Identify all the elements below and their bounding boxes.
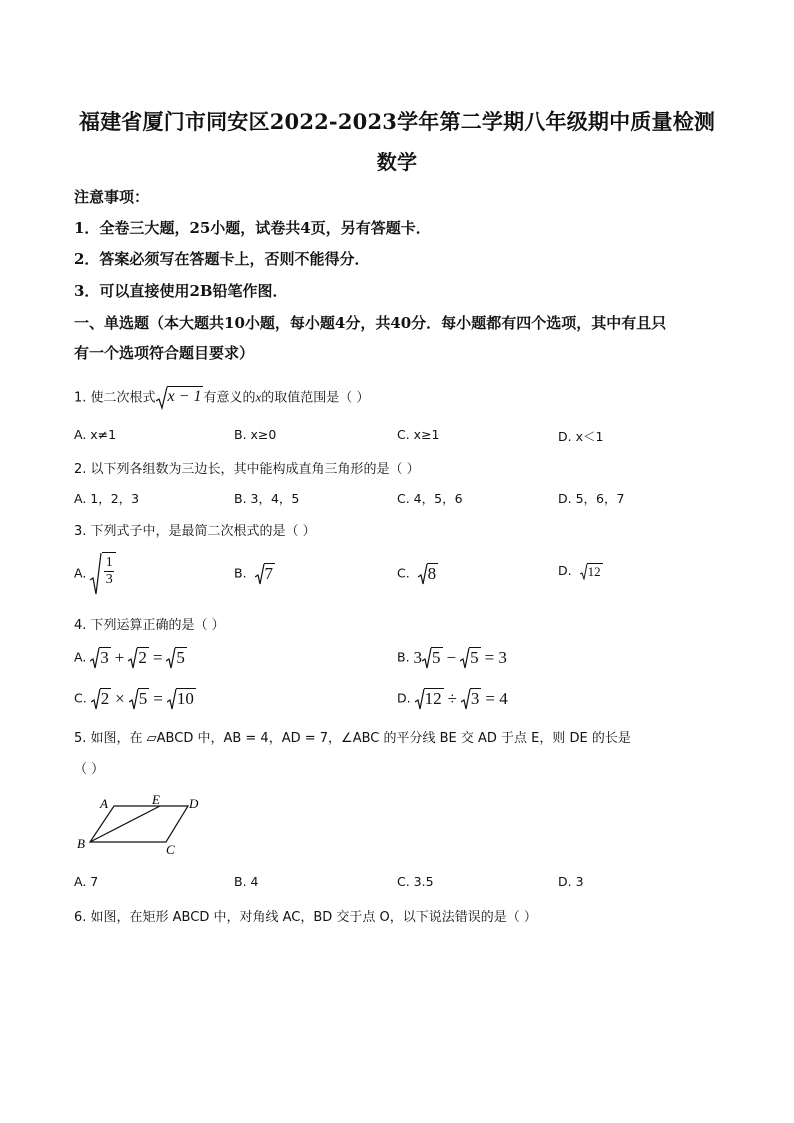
- q3-option-c: C. 8: [397, 564, 437, 583]
- q1-option-a: A. x≠1: [74, 427, 117, 442]
- q5-option-d: D. 3: [558, 874, 584, 889]
- q1-suffix-a: 有意义的: [203, 390, 256, 406]
- label-a: A: [100, 796, 108, 811]
- notes-heading: 注意事项：: [74, 188, 150, 206]
- q1-suffix-b: 的取值范围是（ ）: [261, 390, 370, 406]
- q1-var: x: [255, 389, 262, 405]
- sqrt-x-minus-1: x − 1: [156, 386, 204, 410]
- label-d: D: [189, 796, 199, 811]
- q5-option-c: C. 3.5: [397, 874, 434, 889]
- q1-option-d: D. x＜1: [558, 429, 604, 444]
- q3-option-a: A. $\frac{1}{3}$: [74, 552, 116, 596]
- note-item: 1．全卷三大题，25小题，试卷共4页，另有答题卡．: [74, 219, 431, 237]
- sqrt-12: 12: [580, 563, 603, 580]
- sqrt-7: 7: [255, 563, 276, 585]
- question-5-cont: （ ）: [74, 762, 105, 777]
- question-3: 3. 下列式子中，是最简二次根式的是（ ）: [74, 524, 316, 539]
- question-5: 5. 如图，在 ▱ABCD 中，AB = 4，AD = 7，∠ABC 的平分线 BE 交 AD 于点 E，则 DE 的长是: [74, 731, 631, 746]
- q4-option-d: D. 12 ÷ 3 = 4: [397, 689, 508, 708]
- q1-option-c: C. x≥1: [397, 427, 440, 442]
- q1-option-b: B. x≥0: [234, 427, 277, 442]
- q1-prefix: 1. 使二次根式: [74, 390, 156, 406]
- parallelogram-abcd: [90, 806, 188, 842]
- section-heading: 一、单选题（本大题共10小题，每小题4分，共40分．每小题都有四个选项，其中有且只: [74, 314, 667, 332]
- parallelogram-figure: [74, 790, 214, 858]
- question-4: 4. 下列运算正确的是（ ）: [74, 618, 225, 633]
- q4-option-a: A. 3 + 2 = 5: [74, 648, 185, 667]
- label-b: B: [77, 836, 85, 851]
- bisector-be: [90, 806, 160, 842]
- q2-option-b: B. 3，4，5: [234, 491, 300, 506]
- exam-subject: 数学: [376, 150, 418, 174]
- label-e: E: [152, 792, 160, 807]
- exam-title: 福建省厦门市同安区2022-2023学年第二学期八年级期中质量检测: [78, 109, 716, 134]
- question-1: [74, 386, 369, 410]
- question-6: 6. 如图，在矩形 ABCD 中，对角线 AC，BD 交于点 O，以下说法错误的是（ ）: [74, 910, 537, 925]
- q3-option-d: D. 12: [558, 563, 601, 579]
- q2-option-a: A. 1，2，3: [74, 491, 140, 506]
- q2-option-d: D. 5，6，7: [558, 491, 625, 506]
- note-item: 2．答案必须写在答题卡上，否则不能得分．: [74, 250, 370, 268]
- sqrt-one-third: $\frac{1}{3}$: [90, 552, 116, 596]
- q4-option-c: C. 2 × 5 = 10: [74, 689, 194, 708]
- sqrt-8: 8: [418, 563, 439, 585]
- q4-option-b: B. 3 5 − 5 = 3: [397, 648, 507, 667]
- q5-option-b: B. 4: [234, 874, 259, 889]
- q2-option-c: C. 4，5，6: [397, 491, 463, 506]
- q3-option-b: B. 7: [234, 564, 274, 583]
- label-c: C: [166, 842, 175, 857]
- note-item: 3．可以直接使用2B铅笔作图．: [74, 282, 288, 300]
- section-heading-cont: 有一个选项符合题目要求）: [74, 344, 255, 362]
- q5-option-a: A. 7: [74, 874, 99, 889]
- question-2: 2. 以下列各组数为三边长，其中能构成直角三角形的是（ ）: [74, 462, 420, 477]
